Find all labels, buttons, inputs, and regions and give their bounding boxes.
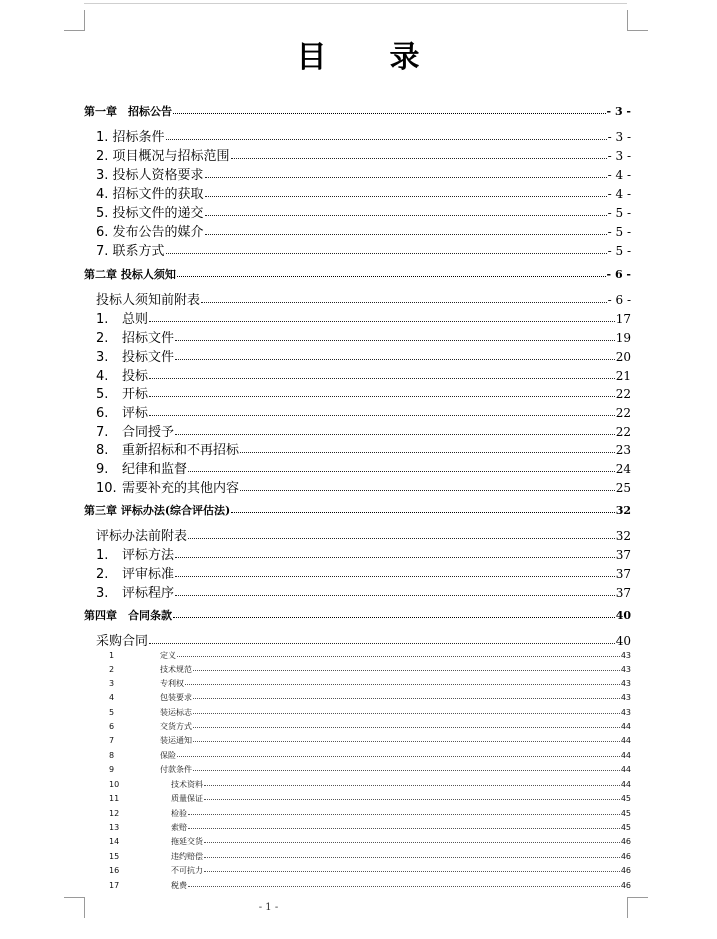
entry-page: 45 xyxy=(620,809,631,818)
leader-dots xyxy=(193,726,620,728)
leader-dots xyxy=(175,339,615,341)
entry-page: 20 xyxy=(615,350,631,364)
entry-page: 37 xyxy=(615,567,631,581)
leader-dots xyxy=(177,275,606,277)
entry-number: 6. xyxy=(96,406,109,421)
toc-subentry[interactable] xyxy=(84,735,631,746)
entry-number: 6 xyxy=(109,722,115,731)
toc-entry[interactable] xyxy=(84,421,631,440)
chapter-label: 第三章 评标办法(综合评估法) xyxy=(84,504,231,517)
entry-number: 8. xyxy=(96,443,109,458)
entry-page: 37 xyxy=(615,548,631,562)
entry-number: 9. xyxy=(96,462,109,477)
entry-label: 包装要求 xyxy=(160,693,192,702)
leader-dots xyxy=(177,755,620,757)
toc-subentry[interactable] xyxy=(84,707,631,718)
page-footer xyxy=(0,902,717,913)
entry-number: 13 xyxy=(109,823,120,832)
entry-number: 1. xyxy=(96,130,109,145)
toc-entry[interactable] xyxy=(84,289,631,308)
toc-subentry[interactable] xyxy=(84,793,631,804)
leader-dots xyxy=(188,470,615,472)
entry-number: 1 xyxy=(109,651,115,660)
leader-dots xyxy=(185,683,620,685)
entry-page: 43 xyxy=(620,693,631,702)
entry-number: 2. xyxy=(96,331,109,346)
leader-dots xyxy=(173,112,606,114)
leader-dots xyxy=(205,195,607,197)
entry-number: 7. xyxy=(96,425,109,440)
entry-label: 采购合同 xyxy=(96,634,149,649)
toc-entry[interactable] xyxy=(84,563,631,582)
toc-entry[interactable] xyxy=(84,383,631,402)
top-rule xyxy=(84,3,627,4)
toc-entry[interactable] xyxy=(84,183,631,202)
entry-page: 43 xyxy=(620,679,631,688)
toc-subentry[interactable] xyxy=(84,880,631,891)
chapter-label: 第二章 投标人须知 xyxy=(84,268,176,281)
leader-dots xyxy=(240,489,615,491)
toc-entry[interactable] xyxy=(84,240,631,259)
leader-dots xyxy=(193,669,620,671)
entry-page: 22 xyxy=(615,406,631,420)
entry-label: 联系方式 xyxy=(112,244,165,259)
toc-chapter-1[interactable] xyxy=(84,103,631,119)
entry-number: 7 xyxy=(109,736,115,745)
entry-number: 1. xyxy=(96,312,109,327)
entry-label: 发布公告的媒介 xyxy=(112,225,204,240)
leader-dots xyxy=(193,740,620,742)
leader-dots xyxy=(205,214,607,216)
entry-page: 19 xyxy=(615,331,631,345)
entry-number: 16 xyxy=(109,866,120,875)
entry-page: - 3 - xyxy=(607,130,631,144)
entry-number: 2. xyxy=(96,567,109,582)
toc-entry[interactable] xyxy=(84,630,631,649)
entry-page: 45 xyxy=(620,823,631,832)
leader-dots xyxy=(149,377,615,379)
entry-page: 44 xyxy=(620,722,631,731)
page-number: - 1 - xyxy=(258,902,279,913)
entry-number: 3. xyxy=(96,168,109,183)
toc-chapter-3[interactable] xyxy=(84,502,631,518)
toc-title xyxy=(0,32,717,76)
leader-dots xyxy=(175,556,615,558)
leader-dots xyxy=(205,233,607,235)
entry-label: 重新招标和不再招标 xyxy=(122,443,240,458)
entry-label: 投标文件 xyxy=(122,350,175,365)
entry-page: 40 xyxy=(615,634,631,648)
entry-number: 15 xyxy=(109,852,120,861)
entry-number: 4. xyxy=(96,369,109,384)
toc-entry[interactable] xyxy=(84,346,631,365)
leader-dots xyxy=(188,885,620,887)
entry-page: 25 xyxy=(615,481,631,495)
entry-page: 17 xyxy=(615,312,631,326)
entry-label: 纪律和监督 xyxy=(122,462,188,477)
toc-entry[interactable] xyxy=(84,439,631,458)
toc-subentry[interactable] xyxy=(84,721,631,732)
leader-dots xyxy=(149,320,615,322)
toc-chapter-4[interactable] xyxy=(84,607,631,623)
toc-entry[interactable] xyxy=(84,308,631,327)
toc-entry[interactable] xyxy=(84,221,631,240)
entry-label: 投标 xyxy=(122,369,149,384)
toc-entry[interactable] xyxy=(84,327,631,346)
entry-label: 检验 xyxy=(171,809,187,818)
title-char-1: 目 xyxy=(296,40,328,75)
entry-label: 开标 xyxy=(122,387,149,402)
leader-dots xyxy=(201,301,607,303)
toc-subentry[interactable] xyxy=(84,650,631,661)
entry-label: 评标办法前附表 xyxy=(96,529,188,544)
leader-dots xyxy=(193,712,620,714)
toc-subentry[interactable] xyxy=(84,851,631,862)
entry-label: 装运标志 xyxy=(160,708,192,717)
entry-page: 22 xyxy=(615,387,631,401)
toc-subentry[interactable] xyxy=(84,664,631,675)
entry-page: - 3 - xyxy=(607,149,631,163)
leader-dots xyxy=(175,433,615,435)
entry-label: 招标文件的获取 xyxy=(112,187,204,202)
entry-number: 5. xyxy=(96,206,109,221)
toc-subentry[interactable] xyxy=(84,750,631,761)
entry-page: 23 xyxy=(615,443,631,457)
toc-chapter-2[interactable] xyxy=(84,266,631,282)
entry-number: 17 xyxy=(109,881,120,890)
entry-number: 14 xyxy=(109,837,120,846)
entry-label: 定义 xyxy=(160,651,176,660)
entry-number: 2. xyxy=(96,149,109,164)
toc-entry[interactable] xyxy=(84,477,631,496)
entry-page: 24 xyxy=(615,462,631,476)
entry-page: 22 xyxy=(615,425,631,439)
toc-subentry[interactable] xyxy=(84,865,631,876)
entry-page: 46 xyxy=(620,837,631,846)
entry-number: 3. xyxy=(96,350,109,365)
entry-label: 质量保证 xyxy=(171,794,203,803)
leader-dots xyxy=(204,841,620,843)
toc-entry[interactable] xyxy=(84,458,631,477)
leader-dots xyxy=(177,655,620,657)
entry-page: - 5 - xyxy=(607,225,631,239)
entry-label: 技术规范 xyxy=(160,665,192,674)
leader-dots xyxy=(205,176,607,178)
entry-label: 招标文件 xyxy=(122,331,175,346)
entry-label: 索赔 xyxy=(171,823,187,832)
entry-label: 总则 xyxy=(122,312,149,327)
entry-page: - 4 - xyxy=(607,187,631,201)
toc-subentry[interactable] xyxy=(84,678,631,689)
leader-dots xyxy=(149,395,615,397)
toc-subentry[interactable] xyxy=(84,836,631,847)
leader-dots xyxy=(193,697,620,699)
entry-label: 需要补充的其他内容 xyxy=(122,481,240,496)
entry-page: 44 xyxy=(620,751,631,760)
leader-dots xyxy=(240,451,615,453)
leader-dots xyxy=(173,616,615,618)
chapter-label: 第四章 合同条款 xyxy=(84,609,172,622)
chapter-page: - 6 - xyxy=(606,268,631,281)
entry-label: 拖延交货 xyxy=(171,837,203,846)
toc-subentry[interactable] xyxy=(84,779,631,790)
leader-dots xyxy=(204,856,620,858)
crop-mark-top-right xyxy=(627,10,648,31)
entry-label: 付款条件 xyxy=(160,765,192,774)
entry-page: 21 xyxy=(615,369,631,383)
entry-number: 7. xyxy=(96,244,109,259)
toc-subentry[interactable] xyxy=(84,764,631,775)
entry-number: 3 xyxy=(109,679,115,688)
leader-dots xyxy=(175,358,615,360)
entry-label: 项目概况与招标范围 xyxy=(112,149,230,164)
entry-page: 46 xyxy=(620,881,631,890)
chapter-page: - 3 - xyxy=(606,105,631,118)
toc-entry[interactable] xyxy=(84,202,631,221)
entry-page: - 4 - xyxy=(607,168,631,182)
entry-label: 装运通知 xyxy=(160,736,192,745)
entry-page: 44 xyxy=(620,765,631,774)
leader-dots xyxy=(231,511,614,513)
entry-label: 不可抗力 xyxy=(171,866,203,875)
entry-number: 5 xyxy=(109,708,115,717)
entry-number: 12 xyxy=(109,809,120,818)
entry-label: 税费 xyxy=(171,881,187,890)
toc-entry[interactable] xyxy=(84,126,631,145)
title-char-2: 录 xyxy=(389,40,421,75)
entry-number: 1. xyxy=(96,548,109,563)
entry-number: 4. xyxy=(96,187,109,202)
leader-dots xyxy=(175,594,615,596)
entry-page: 46 xyxy=(620,852,631,861)
entry-page: - 5 - xyxy=(607,206,631,220)
toc-entry[interactable] xyxy=(84,145,631,164)
entry-page: 43 xyxy=(620,665,631,674)
leader-dots xyxy=(188,827,620,829)
leader-dots xyxy=(166,138,607,140)
entry-number: 9 xyxy=(109,765,115,774)
entry-page: 44 xyxy=(620,780,631,789)
entry-number: 3. xyxy=(96,586,109,601)
chapter-label: 第一章 招标公告 xyxy=(84,105,172,118)
toc-entry[interactable] xyxy=(84,544,631,563)
leader-dots xyxy=(188,537,615,539)
entry-page: 45 xyxy=(620,794,631,803)
entry-label: 专利权 xyxy=(160,679,184,688)
toc-entry[interactable] xyxy=(84,164,631,183)
leader-dots xyxy=(204,784,620,786)
entry-page: - 6 - xyxy=(607,293,631,307)
entry-label: 保险 xyxy=(160,751,176,760)
entry-label: 评标方法 xyxy=(122,548,175,563)
entry-number: 5. xyxy=(96,387,109,402)
entry-number: 10 xyxy=(109,780,120,789)
entry-page: - 5 - xyxy=(607,244,631,258)
entry-number: 10. xyxy=(96,481,117,496)
leader-dots xyxy=(149,414,615,416)
entry-page: 43 xyxy=(620,651,631,660)
entry-page: 44 xyxy=(620,736,631,745)
toc-entry[interactable] xyxy=(84,365,631,384)
entry-label: 投标人资格要求 xyxy=(112,168,204,183)
entry-label: 技术资料 xyxy=(171,780,203,789)
toc-entry[interactable] xyxy=(84,525,631,544)
entry-label: 评标程序 xyxy=(122,586,175,601)
entry-page: 37 xyxy=(615,586,631,600)
entry-label: 交货方式 xyxy=(160,722,192,731)
leader-dots xyxy=(188,813,620,815)
entry-label: 投标文件的递交 xyxy=(112,206,204,221)
toc-subentry[interactable] xyxy=(84,692,631,703)
entry-label: 违约赔偿 xyxy=(171,852,203,861)
leader-dots xyxy=(231,157,607,159)
entry-number: 2 xyxy=(109,665,115,674)
entry-label: 投标人须知前附表 xyxy=(96,293,201,308)
toc-entry[interactable] xyxy=(84,582,631,601)
toc-subentry[interactable] xyxy=(84,808,631,819)
entry-number: 4 xyxy=(109,693,115,702)
leader-dots xyxy=(204,870,620,872)
entry-page: 46 xyxy=(620,866,631,875)
chapter-page: 32 xyxy=(615,504,631,517)
toc-subentry[interactable] xyxy=(84,822,631,833)
leader-dots xyxy=(149,642,615,644)
entry-number: 11 xyxy=(109,794,120,803)
entry-number: 6. xyxy=(96,225,109,240)
entry-number: 8 xyxy=(109,751,115,760)
entry-label: 评审标准 xyxy=(122,567,175,582)
entry-page: 32 xyxy=(615,529,631,543)
leader-dots xyxy=(204,798,620,800)
entry-label: 合同授予 xyxy=(122,425,175,440)
entry-page: 43 xyxy=(620,708,631,717)
entry-label: 评标 xyxy=(122,406,149,421)
leader-dots xyxy=(166,252,607,254)
crop-mark-top-left xyxy=(64,10,85,31)
chapter-page: 40 xyxy=(615,609,631,622)
leader-dots xyxy=(193,769,620,771)
toc-entry[interactable] xyxy=(84,402,631,421)
entry-label: 招标条件 xyxy=(112,130,165,145)
leader-dots xyxy=(175,575,615,577)
